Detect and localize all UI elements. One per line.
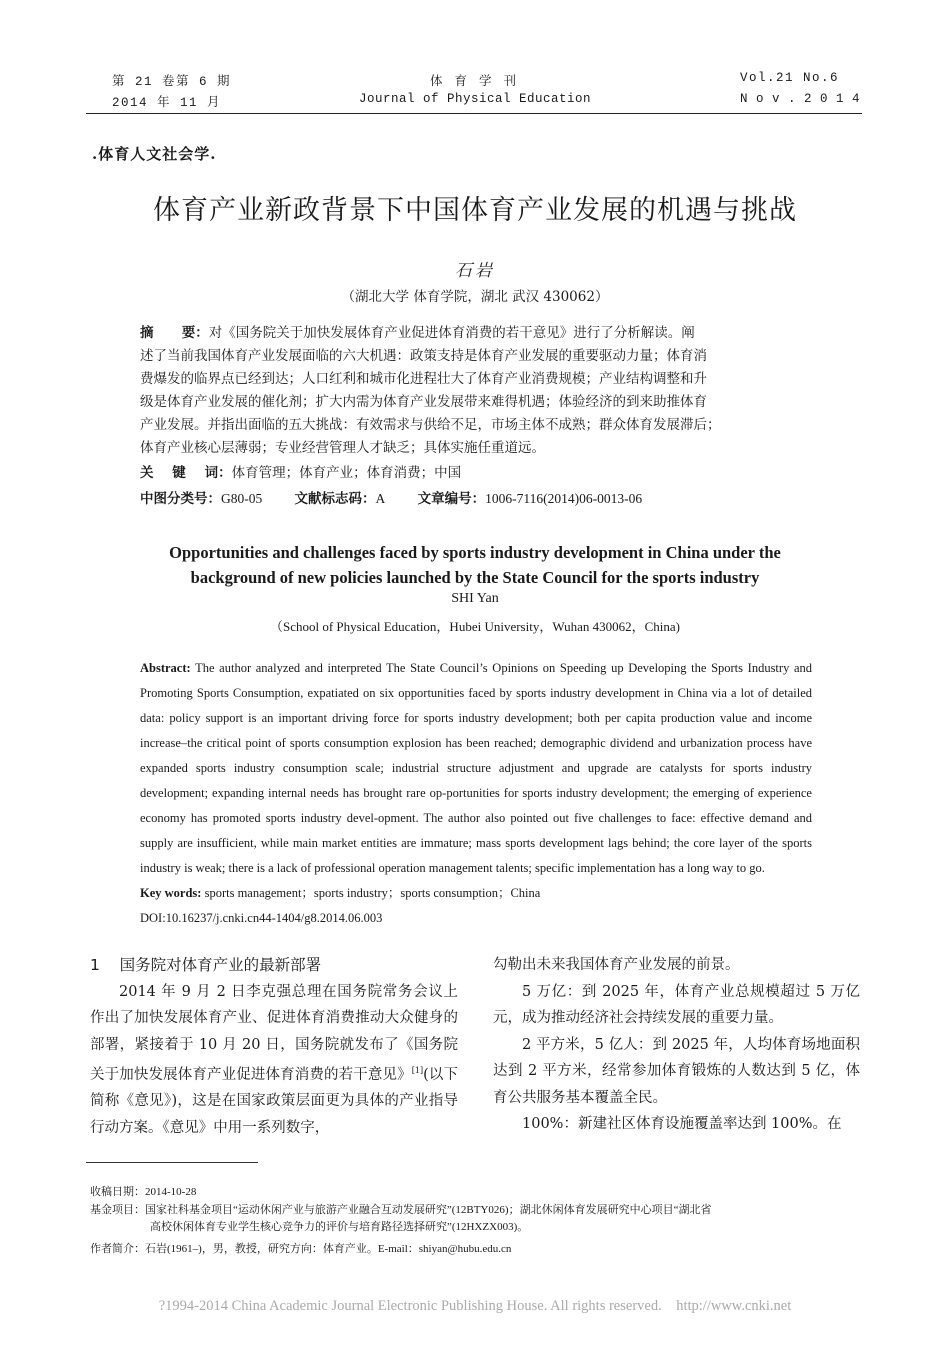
doi: DOI:10.16237/j.cnki.cn44-1404/g8.2014.06.003 (140, 911, 383, 925)
doc-code-value: A (375, 491, 386, 506)
abstract-cn-line: 级是体育产业发展的催化剂；扩大内需为体育产业发展带来难得机遇；体验经济的到来助推体育 (140, 394, 707, 410)
title-en-line: background of new policies launched by the State Council for the sports industry (190, 568, 760, 587)
abstract-en-text: The author analyzed and interpreted The State Council’s Opinions on Speeding up Developing the Sports Industry and Promoting Sports Consumption, expatiated on six opportunities faced by sports industry development in China via a lot of detailed data: policy support is an important driving force for sports industry development; both per capita production value and income increase–the critical point of sports consumption explosion has been reached; demographic dividend and urbanization process have expanded sports industry consumption scale; industrial structure adjustment and upgrade are catalysts for sports industry development; expanding internal needs has brought rare op-portunities for sports industry development; the emerging of experience economy has promoted sports industry devel-opment. The author also pointed out five challenges to face: effective demand and supply are insufficient, while main market entities are immature; mass sports development lags behind; the core layer of the sports industry is weak; there is a lack of professional operation management talents; specific implementation has a long way to go. (140, 661, 813, 875)
footnote-rule (86, 1162, 258, 1163)
abstract-cn-label: 摘 要： (140, 325, 209, 341)
fund-line: 高校休闲体育专业学生核心竞争力的评价与培育路径选择研究”(12HXZX003)。 (150, 1221, 529, 1233)
fund-line: 国家社科基金项目“运动休闲产业与旅游产业融合互动发展研究”(12BTY026)；湖北休闲体育发展研究中心项目“湖北省 (145, 1204, 712, 1216)
body-paragraph-cont: (以下简称《意见》)，这是在国家政策层面更为具体的产业指导行动方案。《意见》中用一系列数字， (90, 1066, 458, 1136)
fund-label: 基金项目： (90, 1203, 145, 1216)
body-right-column (493, 952, 860, 1138)
body-left-column (90, 952, 458, 1141)
header-volume: Vol.21 No.6 (740, 71, 840, 85)
header-issue: 第 21 卷第 6 期 (112, 75, 232, 89)
body-paragraph: 5 万亿：到 2025 年，体育产业总规模超过 5 万亿元，成为推动经济社会持续发展的重要力量。 (493, 983, 860, 1026)
header-rule (86, 113, 862, 114)
affiliation-cn: （湖北大学 体育学院，湖北 武汉 430062） (341, 289, 609, 305)
keywords-en-value: sports management；sports industry；sports consumption；China (204, 886, 541, 900)
section-tag: .体育人文社会学. (92, 145, 217, 163)
abstract-en (140, 656, 812, 931)
keywords-cn-value: 体育管理；体育产业；体育消费；中国 (231, 465, 462, 481)
author-bio-label: 作者简介： (90, 1242, 145, 1255)
author-en: SHI Yan (451, 591, 499, 606)
copyright-watermark: ?1994-2014 China Academic Journal Electronic Publishing House. All rights reserved. http://www.cnki.net (158, 1298, 792, 1314)
footnote-fund (90, 1201, 860, 1236)
footnote-received (90, 1183, 860, 1201)
clc-label: 中图分类号： (140, 491, 221, 507)
article-number-label: 文章编号： (417, 491, 486, 507)
header-journal-en: Journal of Physical Education (358, 92, 592, 106)
received-label: 收稿日期： (90, 1185, 145, 1198)
header-date: 2014 年 11 月 (112, 96, 222, 110)
abstract-en-label: Abstract: (140, 661, 191, 675)
body-paragraph: 2 平方米，5 亿人：到 2025 年，人均体育场地面积达到 2 平方米，经常参加体育锻炼的人数达到 5 亿，体育公共服务基本覆盖全民。 (493, 1036, 860, 1106)
author-cn: 石岩 (455, 261, 495, 281)
header-journal-cn: 体 育 学 刊 (430, 73, 520, 88)
footnote-author (90, 1240, 860, 1258)
body-paragraph: 勾勒出未来我国体育产业发展的前景。 (493, 957, 740, 973)
title-en-line: Opportunities and challenges faced by sports industry development in China under the (169, 543, 781, 562)
section-heading: 1 国务院对体育产业的最新部署 (90, 956, 322, 974)
abstract-cn-line: 述了当前我国体育产业发展面临的六大机遇：政策支持是体育产业发展的重要驱动力量；体育消 (140, 348, 707, 364)
doc-code-label: 文献标志码： (294, 491, 376, 507)
article-number-value: 1006-7116(2014)06-0013-06 (485, 491, 643, 506)
received-value: 2014-10-28 (145, 1186, 197, 1198)
abstract-cn-line: 费爆发的临界点已经到达；人口红利和城市化进程壮大了体育产业消费规模；产业结构调整和升 (140, 371, 707, 387)
keywords-en-label: Key words: (140, 886, 202, 900)
title-en (120, 540, 830, 590)
abstract-cn-line: 产业发展。并指出面临的五大挑战：有效需求与供给不足，市场主体不成熟；群众体育发展滞后； (140, 417, 721, 433)
affiliation-en: （School of Physical Education，Hubei University，Wuhan 430062，China) (269, 619, 680, 634)
abstract-cn-line: 对《国务院关于加快发展体育产业促进体育消费的若干意见》进行了分析解读。阐 (208, 325, 695, 341)
abstract-cn (140, 322, 812, 511)
page-title: 体育产业新政背景下中国体育产业发展的机遇与挑战 (153, 195, 797, 226)
header-month: N o v . 2 0 1 4 (740, 92, 861, 106)
clc-value: G80-05 (221, 491, 263, 506)
body-paragraph: 100%：新建社区体育设施覆盖率达到 100%。在 (522, 1116, 842, 1132)
keywords-cn-label: 关 键 词： (140, 465, 232, 481)
author-bio-value: 石岩(1961–)，男，教授，研究方向：体育产业。E-mail：shiyan@hubu.edu.cn (145, 1243, 512, 1255)
body-paragraph: 2014 年 9 月 2 日李克强总理在国务院常务会议上作出了加快发展体育产业、促进体育消费推动大众健身的部署，紧接着于 10 月 20 日，国务院就发布了《国务院关于加快发展体育产业促进体育消费的若干意见》 (90, 983, 458, 1083)
abstract-cn-line: 体育产业核心层薄弱；专业经营管理人才缺乏；具体实施任重道远。 (140, 440, 545, 456)
citation-ref[interactable]: [1] (411, 1066, 424, 1075)
